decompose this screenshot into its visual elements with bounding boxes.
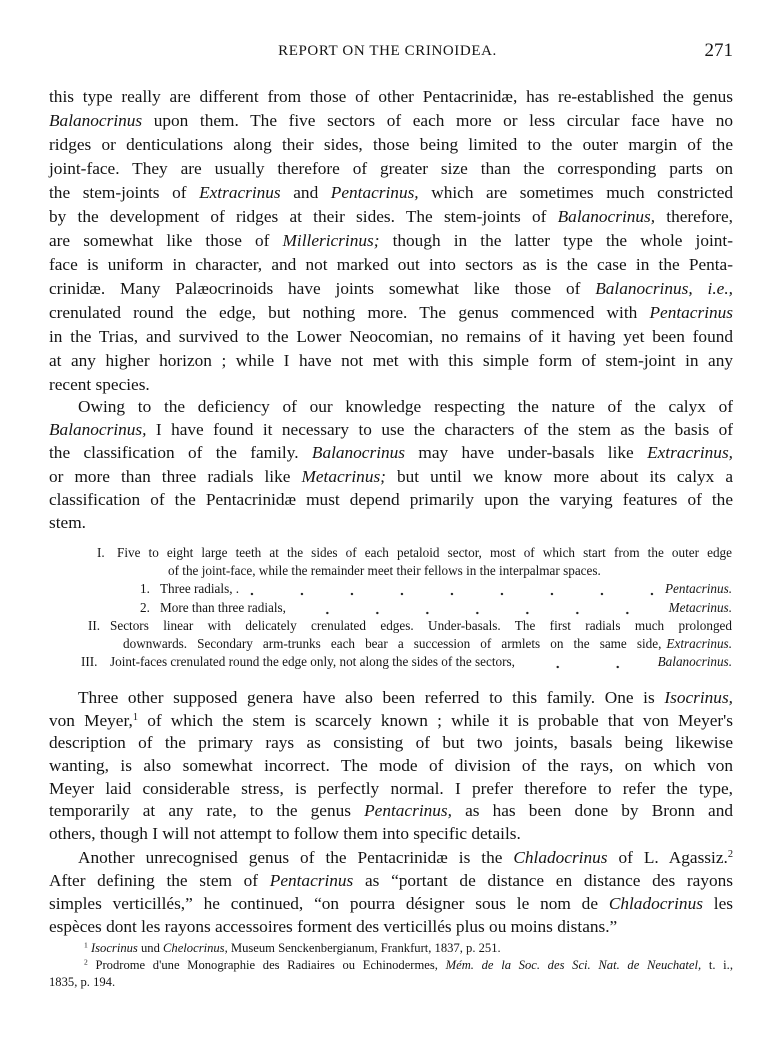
text-line [49,418,733,441]
italic-text: Extracrinus, [647,443,733,463]
italic-text: Chelocrinus, [163,941,228,955]
italic-text: Pentacrinus [269,871,354,890]
text-line [49,869,733,892]
key-subrow-2 [140,599,732,617]
text-line [49,441,733,464]
italic-text: Pentacrinus, [364,801,452,821]
italic-text: Isocrinus, [664,688,733,707]
text-line [49,301,733,325]
text-run: wanting, is also somewhat incorrect. The mode of division of the rays, on which von [49,756,733,776]
text-line [49,687,733,710]
text-run: joint-face. They are usually therefore of greater size than the corresponding parts on [49,159,733,178]
text-line [49,277,733,301]
text-run: at any higher horizon ; while I have not met with this simple form of stem-joint in any [49,351,733,370]
text-line [49,349,733,373]
text-line [49,229,733,253]
text-run: simples verticillés,” he continued, “on pourra désigner sous le nom de [49,894,609,913]
text-line [49,325,733,349]
key-row-2 [88,617,732,635]
page-number: 271 [704,40,733,61]
text-run: though in the latter type the whole joint- [379,231,733,250]
italic-text: Balanocrinus, [557,207,656,226]
footnote-marker: 1 [84,940,88,950]
text-line [49,465,733,488]
italic-text: Balanocrinus [49,111,143,130]
text-line [49,823,733,846]
text-run: therefore, [655,207,733,226]
dot-leader [249,580,655,598]
text-run: but until we know more about its calyx a [385,466,734,486]
text-run: Prodrome d'une Monographie des Radiaires ou Echinodermes, [87,958,446,972]
key-text: Sectors linear with delicately crenulated edges. Under-basals. The first radials much prolonged [110,617,732,633]
text-line [49,710,733,733]
text-run: und [137,941,164,955]
text-run: I have found it necessary to use the characters of the stem as the basis of [146,420,733,440]
key-row-2-cont [123,635,732,653]
text-run: crinidæ. Many Palæocrinoids have joints somewhat like those of [49,279,596,298]
key-numeral: II. [88,617,101,633]
text-run: upon them. The five sectors of each more or less circular face have no [142,111,733,130]
text-run: After defining the stem of [49,871,270,890]
text-run: Another unrecognised genus of the Pentacrinidæ is the [78,848,514,867]
text-line [49,133,733,157]
text-run: Three other supposed genera have also been referred to this family. One is [78,688,665,707]
text-line [49,373,733,397]
text-run: may have under-basals like [405,443,648,463]
text-run: 1835, p. 194. [49,975,116,989]
text-run: crenulated round the edge, but nothing more. The genus commenced with [49,303,650,322]
key-text: Five to eight large teeth at the sides of each petaloid sector, most of which start from the outer edge [117,545,732,560]
italic-text: Millericrinus; [282,231,380,250]
text-run: as “portant de distance en distance des rayons [353,871,733,890]
italic-text: Mém. de la Soc. des Sci. Nat. de Neuchatel, [445,958,702,972]
text-run: which are sometimes much constricted [418,183,734,202]
text-run: les [702,894,733,913]
key-genus: Balanocrinus. [657,654,732,670]
italic-text: Pentacrinus, [330,183,419,202]
text-line [49,511,733,534]
text-run: as has been done by Bronn and [451,801,734,821]
text-line [49,181,733,205]
text-run: classification of the Pentacrinidæ must depend primarily upon the varying features of the [49,489,733,509]
text-line [49,800,733,823]
text-line [49,940,733,957]
italic-text: Balanocrinus [311,443,406,463]
key-genus: Metacrinus. [668,599,732,615]
key-numeral: III. [81,654,98,670]
italic-text: Balanocrinus, [49,420,147,440]
text-line [49,846,733,869]
paragraph [49,846,733,938]
text-run: espèces dont les rayons accessoires forment des verticillés plus ou moins distans.” [49,917,618,936]
italic-text: Pentacrinus [649,303,733,322]
running-header-title: REPORT ON THE CRINOIDEA. [278,43,497,59]
key-text: downwards. Secondary arm-trunks each bear a succession of armlets on the same side, [123,636,662,651]
key-row-3 [81,653,732,671]
footnote-marker: 1 [132,711,139,723]
key-genus: Extracrinus. [666,636,732,651]
text-line [49,974,733,991]
text-line [49,755,733,778]
italic-text: Extracrinus [199,183,281,202]
key-row-1 [97,544,732,562]
text-line [49,915,733,938]
key-text: Joint-faces crenulated round the edge only, not along the sides of the sectors, [110,654,515,670]
text-run: temporarily at any rate, to the genus [49,801,365,821]
text-run: the stem-joints of [49,183,200,202]
text-line [49,395,733,418]
text-run: description of the primary rays as consisting of but two joints, basals being likewise [49,733,733,753]
text-run: Meyer laid considerable stress, is perfectly normal. I prefer therefore to refer the type, [49,778,733,798]
text-line [49,205,733,229]
italic-text: Balanocrinus, i.e., [595,279,733,298]
text-run: Owing to the deficiency of our knowledge respecting the nature of the calyx of [78,397,733,416]
key-row-1-cont [168,562,601,580]
text-run: of which the stem is scarcely known ; while it is probable that von Meyer's [138,710,733,730]
text-run: by the development of ridges at their sides. The stem-joints of [49,207,558,226]
dot-leader [525,653,648,671]
paragraph [49,85,733,397]
text-run: in the Trias, and survived to the Lower Neocomian, no remains of it having yet been found [49,327,733,346]
italic-text: Chladocrinus [513,848,608,867]
text-run: of L. Agassiz. [607,848,728,867]
key-numeral: I. [97,545,105,560]
text-line [49,157,733,181]
text-run: von Meyer, [49,710,133,730]
text-run: recent species. [49,375,150,394]
text-line [49,85,733,109]
text-run: or more than three radials like [49,466,302,486]
key-genus: Pentacrinus. [664,581,732,597]
dot-leader [296,599,659,617]
key-text: Three radials, . [160,581,240,597]
key-subrow-1 [140,580,732,598]
text-run: the classification of the family. [49,443,312,463]
footnote-marker: 2 [84,957,88,967]
footnote-2 [49,957,733,991]
text-run: this type really are different from those of other Pentacrinidæ, has re-established the genus [49,87,733,106]
text-run: and [280,183,331,202]
text-line [49,488,733,511]
key-numeral: 1. [140,581,150,597]
italic-text: Chladocrinus [608,894,703,913]
key-text: More than three radials, [160,599,286,615]
italic-text: Metacrinus; [301,466,386,486]
text-line [49,109,733,133]
italic-text: Isocrinus [90,941,138,955]
text-line [49,732,733,755]
footnote-marker: 2 [727,848,733,860]
paragraph [49,395,733,534]
key-numeral: 2. [140,599,150,615]
key-text: of the joint-face, while the remainder meet their fellows in the interpalmar spaces. [168,563,601,579]
text-line [49,778,733,801]
text-line [49,957,733,974]
text-run: t. i., [701,958,733,972]
text-run: face is uniform in character, and not marked out into sectors as is the case in the Penta- [49,255,733,274]
footnote-1 [49,940,733,957]
text-line [49,892,733,915]
paragraph [49,687,733,846]
text-run: are somewhat like those of [49,231,283,250]
text-line [49,253,733,277]
text-run: others, though I will not attempt to follow them into specific details. [49,824,521,844]
text-run: stem. [49,512,86,532]
text-run: ridges or denticulations along their sides, those being limited to the outer margin of the [49,135,733,154]
text-run: Museum Senckenbergianum, Frankfurt, 1837, p. 251. [227,941,501,955]
